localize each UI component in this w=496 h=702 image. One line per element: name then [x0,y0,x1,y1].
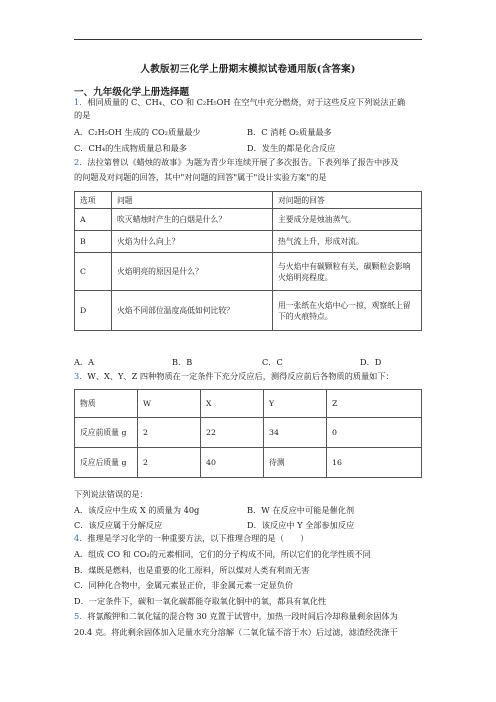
option-cell: A [75,209,112,231]
q2-table [74,191,422,331]
answer-cell: 与火焰中有碳颗粒有关，碳颗粒会影响 火焰明亮程度。 [273,253,422,291]
q1-number: 1． [74,97,88,107]
q2-number: 2． [74,157,88,167]
table-cell: 反应前质量 g [75,418,138,448]
table-cell: 0 [327,418,422,448]
q2-stem-line-2: 的问题及对问题的回答，其中"对问题的回答"属于"设计实验方案"的是 [74,172,327,182]
header-cell: 问题 [112,192,273,209]
q3-table [74,389,422,478]
table-cell: 22 [201,418,264,448]
table-header-row [75,390,422,418]
q3-number: 3． [74,371,88,381]
table-row [75,231,422,253]
section-heading: 一、九年级化学上册选择题 [74,87,190,98]
table-cell: 16 [327,448,422,478]
question-cell: 火焰不同部位温度高低如何比较？ [112,291,273,331]
table-cell: 40 [201,448,264,478]
q3-option-a: A．该反应中生成 X 的质量为 40g [74,505,200,515]
option-cell: C [75,253,112,291]
q5-stem-line-1: 5．将氯酸钾和二氧化锰的混合物 30 克置于试管中，加热一段时间后冷却称量剩余固体为 [74,611,398,621]
page-title: 人教版初三化学上册期末模拟试卷通用版(含答案) [140,64,356,75]
question-cell: 吹灭蜡烛时产生的白烟是什么？ [112,209,273,231]
q3-option-b: B．W 在反应中可能是催化剂 [247,505,355,515]
q4-option-c: C．同种化合物中，金属元素显正价，非金属元素一定显负价 [74,580,294,590]
q2-answer-c: C．C [262,357,283,367]
q4-stem: 4．推理是学习化学的一种重要方法，以下推理合理的是（ ） [74,533,309,543]
question-cell: 火焰为什么向上？ [112,231,273,253]
q3-prompt: 下列说法错误的是： [74,489,148,499]
q2-answer-a: A．A [74,357,95,367]
table-cell: 待测 [264,448,327,478]
q1-stem-line-2: 的是 [74,110,91,120]
q3-stem: 3．W、X、Y、Z 四种物质在一定条件下充分反应后，测得反应前后各物质的质量如下： [74,371,394,381]
table-row [75,418,422,448]
header-cell: 对问题的回答 [273,192,422,209]
table-row [75,253,422,291]
q5-number: 5． [74,611,88,621]
header-cell: X [201,390,264,418]
table-row [75,291,422,331]
q2-answer-d: D．D [360,357,382,367]
table-row [75,209,422,231]
q2-answer-b: B．B [172,357,193,367]
q4-option-b: B．煤既是燃料，也是重要的化工原料，所以煤对人类有利而无害 [74,565,310,575]
q1-option-d: D．发生的都是化合反应 [247,143,336,153]
header-cell: Y [264,390,327,418]
q2-stem-line-1: 2．法拉第曾以《蜡烛的故事》为题为青少年连续开展了多次报告。下表列举了报告中涉及 [74,157,399,167]
table-cell: 反应后质量 g [75,448,138,478]
q5-stem-line-2: 20.4 克。将此剩余固体加入足量水充分溶解（二氧化锰不溶于水）后过滤，滤渣经洗涤干 [74,627,398,637]
q1-stem-line-1: 1．相同质量的 C、CH₄、CO 和 C₂H₅OH 在空气中充分燃烧，对于这些反应下列说法正确 [74,97,406,107]
q3-option-c: C．该反应属于分解反应 [74,520,163,530]
table-cell: 34 [264,418,327,448]
table-header-row [75,192,422,209]
q4-option-a: A．组成 CO 和 CO₂的元素相同，它们的分子构成不同，所以它们的化学性质不同 [74,549,371,559]
q4-option-d: D．一定条件下，碳和一氧化碳都能夺取氧化铜中的氧，都具有氧化性 [74,596,327,606]
answer-cell: 用一张纸在火焰中心一掠，观察纸上留 下的火痕特点。 [273,291,422,331]
option-cell: D [75,291,112,331]
question-cell: 火焰明亮的原因是什么？ [112,253,273,291]
q1-option-a: A．C₂H₅OH 生成的 CO₂质量最少 [74,127,201,137]
table-cell: 2 [138,418,201,448]
q1-option-c: C．CH₄的生成物质量总和最多 [74,143,188,153]
header-cell: 选项 [75,192,112,209]
answer-cell: 热气流上升，形成对流。 [273,231,422,253]
header-rule [74,39,422,40]
table-row [75,448,422,478]
table-cell: 2 [138,448,201,478]
q4-number: 4． [74,533,88,543]
header-cell: 物质 [75,390,138,418]
header-cell: Z [327,390,422,418]
q3-option-d: D．该反应中 Y 全部参加反应 [247,520,355,530]
header-cell: W [138,390,201,418]
answer-cell: 主要成分是烛油蒸气。 [273,209,422,231]
q1-option-b: B．C 消耗 O₂质量最多 [247,127,332,137]
option-cell: B [75,231,112,253]
